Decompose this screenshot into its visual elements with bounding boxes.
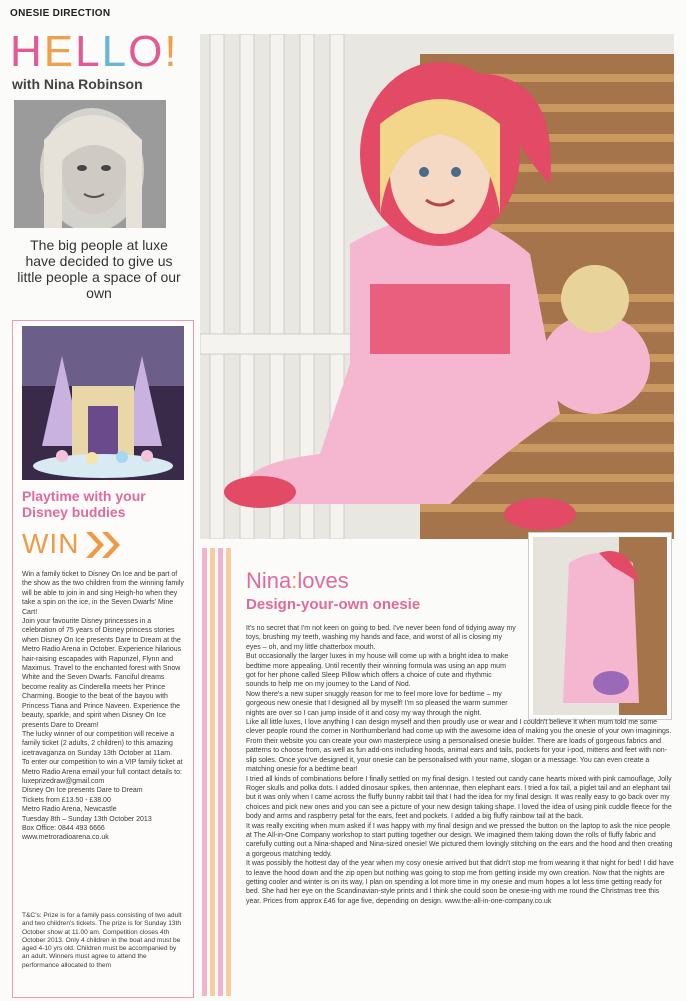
kicker-separator: : [291, 568, 298, 593]
article-paragraph: Like all little luxes, I love anything I can design myself and then proudly use or wear and I couldn't believe it when mum told me some clever people round the corner in Northumberland had come up with the awesome idea of making you the onesie of your own imaginings. [246, 719, 672, 736]
article-paragraph: It was really exciting when mum asked if I was happy with my final design and we pressed the button on the laptop to ask the nice people at The All-in-One Company workshop to start putting together our design. We imagined them taking down the rolls of fluffy fabric and carefully cutting out a Nina-shaped and Nina-sized onesie! We pictured them lovingly stitching on the ears and the hood and then creating a gorgeous matching teddy. [246, 822, 673, 858]
competition-paragraph: To enter our competition to win a VIP family ticket at Metro Radio Arena email your full contact details to: luxeprizedraw@gmail.com [22, 759, 183, 785]
article-paragraph: Now there's a new super snuggly reason for me to feel more love for bedtime – my gorgeous new onesie that I designed all by myself! I'm so pleased the warm summer nights are over so I can jump inside of it and cosy my way through the night. [246, 690, 508, 717]
competition-paragraph: Tickets from £13.50 - £38.00 [22, 796, 111, 804]
competition-title: Playtime with your Disney buddies [22, 488, 146, 520]
competition-paragraph: Box Office: 0844 493 6666 [22, 824, 105, 832]
author-portrait [14, 100, 166, 228]
article-paragraph: It's no secret that I'm not keen on going to bed. I've never been fond of tidying away my toys, brushing my teeth, washing my hands and face, and worst of all is closing my eyes – oh, and my little chatterbox mouth. [246, 625, 516, 651]
article-paragraph: But occasionally the larger luxes in my house will come up with a bright idea to make bedtime more appealing. Until recently their winning formula was using an app mum got for her phone called Sleep Pillow which offers a choice of cute and rhythmic sounds to help me on my journey to the Land of Nod. [246, 653, 509, 689]
hello-letter: O [128, 27, 165, 76]
decorative-stripes [200, 548, 238, 996]
hello-letter: ! [164, 27, 179, 76]
terms-and-conditions: T&C's: Prize is for a family pass consisting of two adult and two children's tickets. The prize is for Sunday 13th October show at 11.00 am. Competition closes 4th October 2013. Only 4 children in the boat and must be aged 4-10 yrs old. Children must be accompanied by an adult. Winners must agree to attend the performance allocated to them [22, 912, 182, 969]
article-kicker [246, 568, 349, 594]
win-heading: WIN [22, 528, 80, 559]
main-photo [200, 34, 674, 539]
kicker-name: Nina [246, 568, 292, 593]
hello-letter: H [10, 27, 44, 76]
competition-paragraph: Win a family ticket to Disney On Ice and be part of the show as the two children from the winning family will be able to join in and sing Heigh-ho when they take a spin on the ice, in the Seven Dwarfs' Mine Cart! [22, 571, 184, 616]
article-paragraph: It was possibly the hottest day of the year when my cosy onesie arrived but that didn't stop me from wearing it that night for bed! I did have to leave the hood down and the zip open but nothing was going to stop me from getting inside my own creation. Now that the nights are getting cooler and winter is on its way, I plan on spending a lot more time in my onesie and mum hopes a lot less time getting ready for bed. She had her eye on the Scandinavian-style prints and I think she could soon be onesie-ing with me round the Christmas tree this year. Prices from approx £46 for age five, depending on design. www.the-all-in-one-company.co.uk [246, 860, 674, 905]
article-paragraph: I tried all kinds of combinations before I finally settled on my final design. I tested out candy cane hearts mixed with pink camouflage, Jolly Roger skulls and polka dots. I added dinosaur spikes, then antennae, then elephant ears. I tried a fox tail, a piglet tail and an elephant tail but it was only when I came across the fluffy bunny rabbit tail that I had the idea for my final design. It was really easy to go back over my choices and pick new ones and you can see a picture of your new design taking shape. I loved the idea of using pink cuddle fleece for the body and arms and raspberry petal for the ears, feet and pockets. I added a big fluffy rainbow tail at the back. [246, 775, 672, 821]
hello-letter: E [43, 27, 76, 76]
competition-paragraph: www.metroradioarena.co.uk [22, 834, 109, 842]
competition-paragraph: Disney On Ice presents Dare to Dream [22, 787, 143, 795]
competition-paragraph: The lucky winner of our competition will receive a family ticket (2 adults, 2 children) to this amazing icetravaganza on Sunday 13th October at 11am. [22, 730, 175, 757]
article-paragraph: From their website you can create your own masterpiece using a personalised onesie builder. There are loads of gorgeous fabrics and patterns to choose from, as well as fun add-ons including hoods, animal ears and tails, pockets for your i-pod, mittens and feet with non-slip soles. Once you've designed it, your onesie can be personalised with your name, slogan or a message. You can even create a matching onesie for a bedtime bear! [246, 737, 668, 774]
competition-paragraph: Join your favourite Disney princesses in a celebration of 75 years of Disney princess stories when Disney On Ice presents Dare to Dream at the Metro Radio Arena in October. Experience hilarious hair-raising escapades with Rapunzel, Flynn and Maximus. Travel to the enchanted forest with Snow White and the Seven Dwarfs. Fanciful dreams become reality as Cinderella meets her Prince Charming. Boogie to the beat of the bayou with Princess Tiana and Prince Naveen. Experience the beauty, sparkle, and spirit when Disney On Ice presents Dare to Dream! [22, 618, 182, 729]
hello-letter: L [75, 27, 102, 76]
hello-letter: L [101, 27, 129, 76]
kicker-rest: loves [297, 568, 349, 593]
article-body [246, 624, 674, 906]
chevron-right-icon [84, 528, 124, 567]
byline: with Nina Robinson [12, 76, 143, 92]
disney-on-ice-image [22, 326, 184, 480]
hello-heading [10, 28, 179, 76]
competition-paragraph: Tuesday 8th – Sunday 13th October 2013 [22, 815, 152, 823]
intro-text: The big people at luxe have decided to give us little people a space of our own [17, 237, 181, 301]
article-title: Design-your-own onesie [246, 596, 421, 613]
competition-paragraph: Metro Radio Arena, Newcastle [22, 806, 117, 814]
section-label: ONESIE DIRECTION [10, 8, 111, 19]
competition-text [22, 570, 184, 843]
